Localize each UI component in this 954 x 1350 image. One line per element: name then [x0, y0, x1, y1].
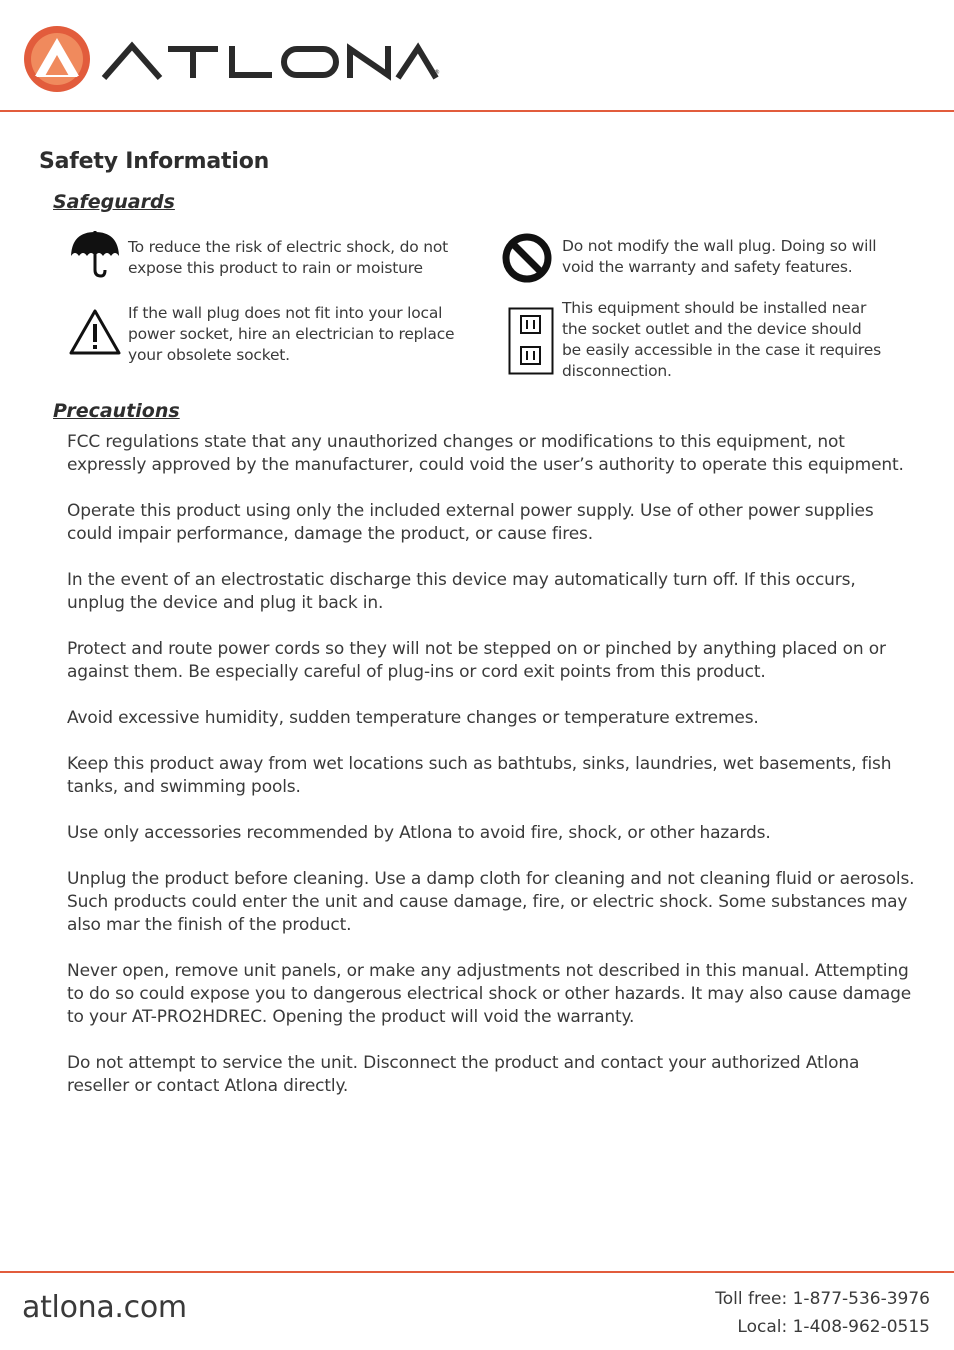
wall-outlet-icon [508, 307, 554, 379]
list-item: Never open, remove unit panels, or make any adjustments not described in this manual. Attempting to do so could expose you to dangerous electrical shock or other hazards. It may also cause damage to your AT-PRO2HDREC. Opening the product will void the warranty. [67, 961, 912, 1027]
list-item: Avoid excessive humidity, sudden temperature changes or temperature extremes. [67, 708, 759, 728]
safeguard-text-wall-plug: Do not modify the wall plug. Doing so will void the warranty and safety features. [562, 237, 877, 276]
website-link[interactable]: atlona.com [22, 1290, 187, 1325]
safeguard-text-moisture: To reduce the risk of electric shock, do not expose this product to rain or moisture [128, 238, 449, 277]
umbrella-icon [70, 230, 120, 282]
safeguard-text-power-socket: If the wall plug does not fit into your local power socket, hire an electrician to replace your obsolete socket. [128, 304, 455, 364]
list-item: Do not attempt to service the unit. Disconnect the product and contact your authorized Atlona reseller or contact Atlona directly. [67, 1053, 860, 1096]
header-divider [0, 110, 954, 112]
list-item: FCC regulations state that any unauthorized changes or modifications to this equipment, not expressly approved by the manufacturer, could void the user’s authority to operate this equipment. [67, 432, 904, 475]
safeguard-text-socket-outlet: This equipment should be installed near the socket outlet and the device should be easily accessible in the case it requires disconnection. [562, 299, 881, 380]
safeguards-heading: Safeguards [53, 191, 175, 213]
contact-info [715, 1285, 930, 1341]
list-item: Protect and route power cords so they will not be stepped on or pinched by anything placed on or against them. Be especially careful of plug-ins or cord exit points from this product. [67, 639, 886, 682]
toll-free-number: Toll free: 1-877-536-3976 [715, 1289, 930, 1309]
precautions-list [67, 431, 917, 1121]
warning-triangle-icon [68, 308, 122, 360]
atlona-logo [22, 24, 442, 94]
page-title: Safety Information [39, 149, 270, 174]
svg-text:®: ® [434, 69, 440, 76]
list-item: In the event of an electrostatic discharge this device may automatically turn off. If this occurs, unplug the device and plug it back in. [67, 570, 856, 613]
list-item: Keep this product away from wet locations such as bathtubs, sinks, laundries, wet basements, fish tanks, and swimming pools. [67, 754, 892, 797]
list-item: Unplug the product before cleaning. Use a damp cloth for cleaning and not cleaning fluid or aerosols. Such products could enter the unit and cause damage, fire, or electric shock. Some substances may also mar the finish of the product. [67, 869, 915, 935]
precautions-heading: Precautions [53, 400, 180, 422]
prohibited-icon [502, 232, 552, 288]
list-item: Operate this product using only the included external power supply. Use of other power supplies could impair performance, damage the product, or cause fires. [67, 501, 874, 544]
footer-divider [0, 1271, 954, 1273]
local-number: Local: 1-408-962-0515 [737, 1317, 930, 1337]
list-item: Use only accessories recommended by Atlona to avoid fire, shock, or other hazards. [67, 823, 771, 843]
logo-emblem-icon [24, 26, 90, 92]
